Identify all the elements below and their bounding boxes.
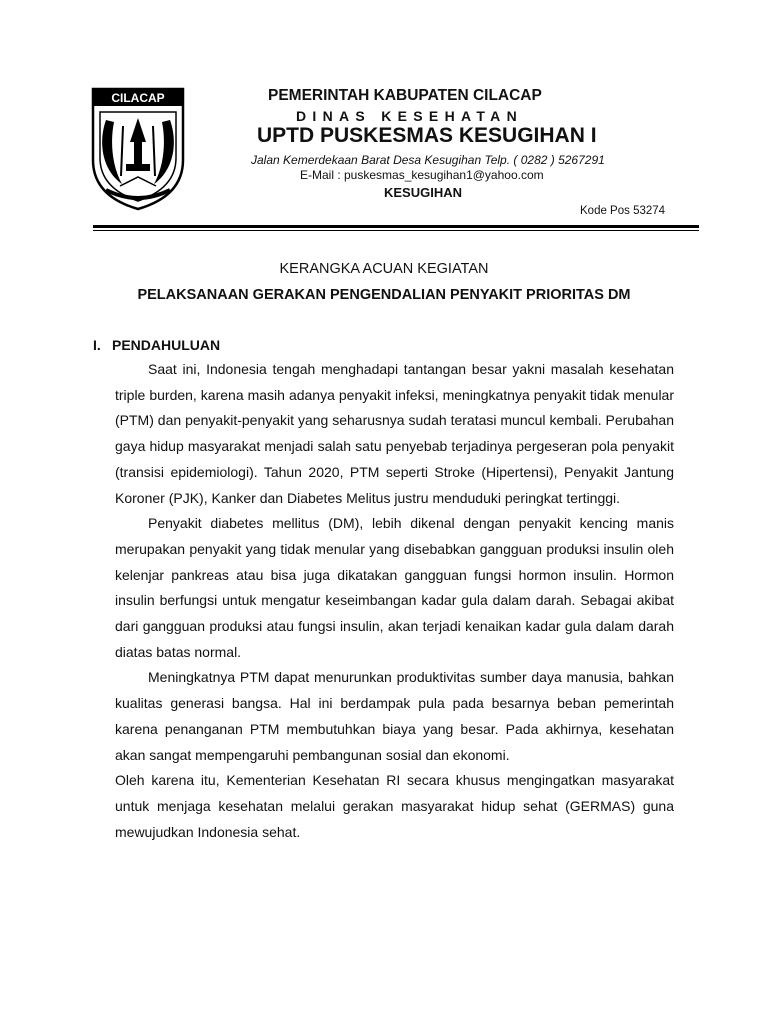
letterhead-divider-thin bbox=[93, 230, 699, 231]
document-subtitle: PELAKSANAAN GERAKAN PENGENDALIAN PENYAKIT PRIORITAS DM bbox=[137, 287, 631, 303]
paragraph: Oleh karena itu, Kementerian Kesehatan RI secara khusus mengingatkan masyarakat untuk menjaga kesehatan melalui gerakan masyarakat hidup sehat (GERMAS) guna mewujudkan Indonesia sehat. bbox=[115, 772, 674, 840]
city-name: KESUGIHAN bbox=[384, 185, 463, 200]
section-body bbox=[115, 357, 674, 845]
department-name: DINAS KESEHATAN bbox=[296, 108, 523, 124]
letterhead-divider-thick bbox=[93, 225, 699, 228]
postal-code: Kode Pos 53274 bbox=[580, 205, 666, 217]
logo-lettering: CILACAP bbox=[111, 91, 165, 105]
section-heading bbox=[93, 337, 220, 353]
paragraph: Saat ini, Indonesia tengah menghadapi tantangan besar yakni masalah kesehatan triple burden, karena masih adanya penyakit infeksi, meningkatnya penyakit tidak menular (PTM) dan penyakit-penyakit yang seharusnya sudah teratasi muncul kembali. Perubahan gaya hidup masyarakat menjadi salah satu penyebab terjadinya pergeseran pola penyakit (transisi epidemiologi). Tahun 2020, PTM seperti Stroke (Hipertensi), Penyakit Jantung Koroner (PJK), Kanker dan Diabetes Melitus justru menduduki peringkat tertinggi. bbox=[115, 361, 674, 506]
institution-name: UPTD PUSKESMAS KESUGIHAN I bbox=[257, 124, 597, 147]
paragraph: Penyakit diabetes mellitus (DM), lebih dikenal dengan penyakit kencing manis merupakan penyakit yang tidak menular yang disebabkan gangguan produksi insulin oleh kelenjar pankreas atau bisa juga dikatakan gangguan fungsi hormon insulin. Hormon insulin berfungsi untuk mengatur keseimbangan kadar gula dalam darah. Sebagai akibat dari gangguan produksi atau fungsi insulin, akan terjadi kenaikan kadar gula dalam darah diatas batas normal. bbox=[115, 515, 674, 660]
section-heading-text: PENDAHULUAN bbox=[112, 337, 221, 353]
paragraph: Meningkatnya PTM dapat menurunkan produktivitas sumber daya manusia, bahkan kualitas generasi bangsa. Hal ini berdampak pula pada besarnya beban pemerintah karena penanganan PTM membutuhkan biaya yang besar. Pada akhirnya, kesehatan akan sangat mempengaruhi pembangunan sosial dan ekonomi. bbox=[115, 669, 674, 763]
email-line: E-Mail : puskesmas_kesugihan1@yahoo.com bbox=[300, 168, 544, 182]
document-title: KERANGKA ACUAN KEGIATAN bbox=[279, 261, 489, 277]
government-name: PEMERINTAH KABUPATEN CILACAP bbox=[268, 87, 542, 104]
section-number: I. bbox=[93, 337, 101, 353]
cilacap-coat-of-arms-logo bbox=[90, 86, 186, 212]
address-line: Jalan Kemerdekaan Barat Desa Kesugihan Telp. ( 0282 ) 5267291 bbox=[251, 153, 605, 167]
